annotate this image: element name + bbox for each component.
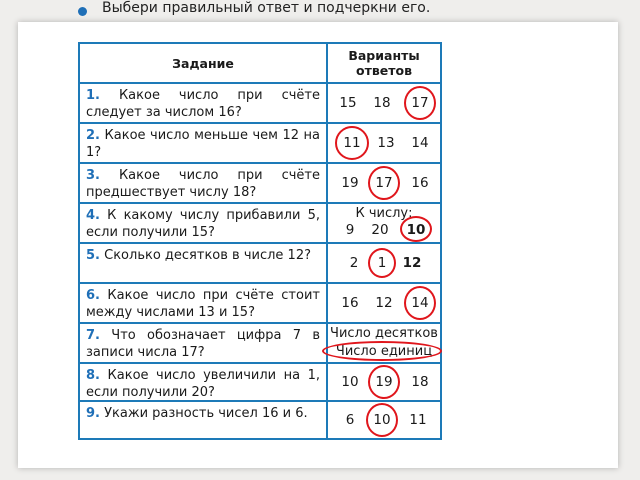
option-8-b[interactable]: 19: [375, 374, 393, 390]
question-7-text: Что обозначает цифра 7 в записи числа 17?: [86, 328, 320, 360]
question-6-number: 6.: [86, 288, 100, 303]
option-4-c[interactable]: 10: [406, 222, 426, 238]
option-6-a[interactable]: 16: [341, 295, 359, 311]
option-4-b[interactable]: 20: [371, 222, 389, 238]
question-6-text: Какое число при счёте стоит между числами 13 и 15?: [86, 288, 320, 320]
question-5-number: 5.: [86, 248, 100, 263]
option-1-c[interactable]: 17: [411, 95, 429, 111]
question-5: [80, 244, 326, 282]
header-options-line2: ответов: [356, 63, 412, 78]
question-9: [80, 402, 326, 438]
header-task: [80, 44, 326, 82]
option-8-a[interactable]: 10: [341, 374, 359, 390]
question-7: [80, 324, 326, 362]
question-9-text: Укажи разность чисел 16 и 6.: [104, 406, 308, 421]
question-8-number: 8.: [86, 368, 100, 383]
option-4-prefix: К числу:: [355, 206, 413, 221]
options-9: [328, 402, 440, 438]
option-4-a[interactable]: 9: [345, 222, 355, 238]
option-6-b[interactable]: 12: [375, 295, 393, 311]
header-options-line1: Варианты: [348, 48, 420, 63]
instruction-text: Выбери правильный ответ и подчеркни его.: [102, 0, 431, 16]
option-2-c[interactable]: 14: [411, 135, 429, 151]
options-1: [328, 84, 440, 122]
question-1: [80, 84, 326, 122]
option-5-c[interactable]: 12: [402, 255, 422, 271]
question-3-number: 3.: [86, 168, 100, 183]
options-5: [328, 244, 440, 282]
option-7-a[interactable]: Число десятков: [330, 326, 438, 341]
question-2-text: Какое число меньше чем 12 на 1?: [86, 128, 320, 160]
options-6: [328, 284, 440, 322]
instruction: [78, 0, 458, 32]
question-1-text: Какое число при счёте следует за числом 16?: [86, 88, 320, 120]
question-4-number: 4.: [86, 208, 100, 223]
question-8: [80, 364, 326, 400]
question-2-number: 2.: [86, 128, 100, 143]
question-6: [80, 284, 326, 322]
option-3-b[interactable]: 17: [375, 175, 393, 191]
options-3: [328, 164, 440, 202]
question-5-text: Сколько десятков в числе 12?: [104, 248, 311, 263]
option-9-a[interactable]: 6: [345, 412, 355, 428]
question-8-text: Какое число увеличили на 1, если получили 20?: [86, 368, 321, 400]
option-1-b[interactable]: 18: [373, 95, 391, 111]
question-2: [80, 124, 326, 162]
options-2: [328, 124, 440, 162]
option-5-a[interactable]: 2: [349, 255, 359, 271]
option-1-a[interactable]: 15: [339, 95, 357, 111]
option-2-b[interactable]: 13: [377, 135, 395, 151]
question-9-number: 9.: [86, 406, 100, 421]
option-3-c[interactable]: 16: [411, 175, 429, 191]
question-3-text: Какое число при счёте предшествует числу 18?: [86, 168, 320, 200]
bullet-icon: [78, 7, 87, 16]
option-7-b[interactable]: Число единиц: [335, 344, 433, 359]
option-9-b[interactable]: 10: [373, 412, 391, 428]
question-4: [80, 204, 326, 242]
question-3: [80, 164, 326, 202]
question-1-number: 1.: [86, 88, 100, 103]
options-4: [328, 204, 440, 242]
answer-table: [78, 42, 442, 440]
option-8-c[interactable]: 18: [411, 374, 429, 390]
option-5-b[interactable]: 1: [377, 255, 387, 271]
question-4-text: К какому числу прибавили 5, если получили 15?: [86, 208, 320, 240]
header-task-label: Задание: [172, 55, 234, 71]
question-7-number: 7.: [86, 328, 100, 343]
options-8: [328, 364, 440, 400]
option-2-a[interactable]: 11: [343, 135, 361, 151]
header-options: [328, 44, 440, 82]
option-6-c[interactable]: 14: [411, 295, 429, 311]
options-7: [328, 324, 440, 362]
option-3-a[interactable]: 19: [341, 175, 359, 191]
option-9-c[interactable]: 11: [409, 412, 427, 428]
